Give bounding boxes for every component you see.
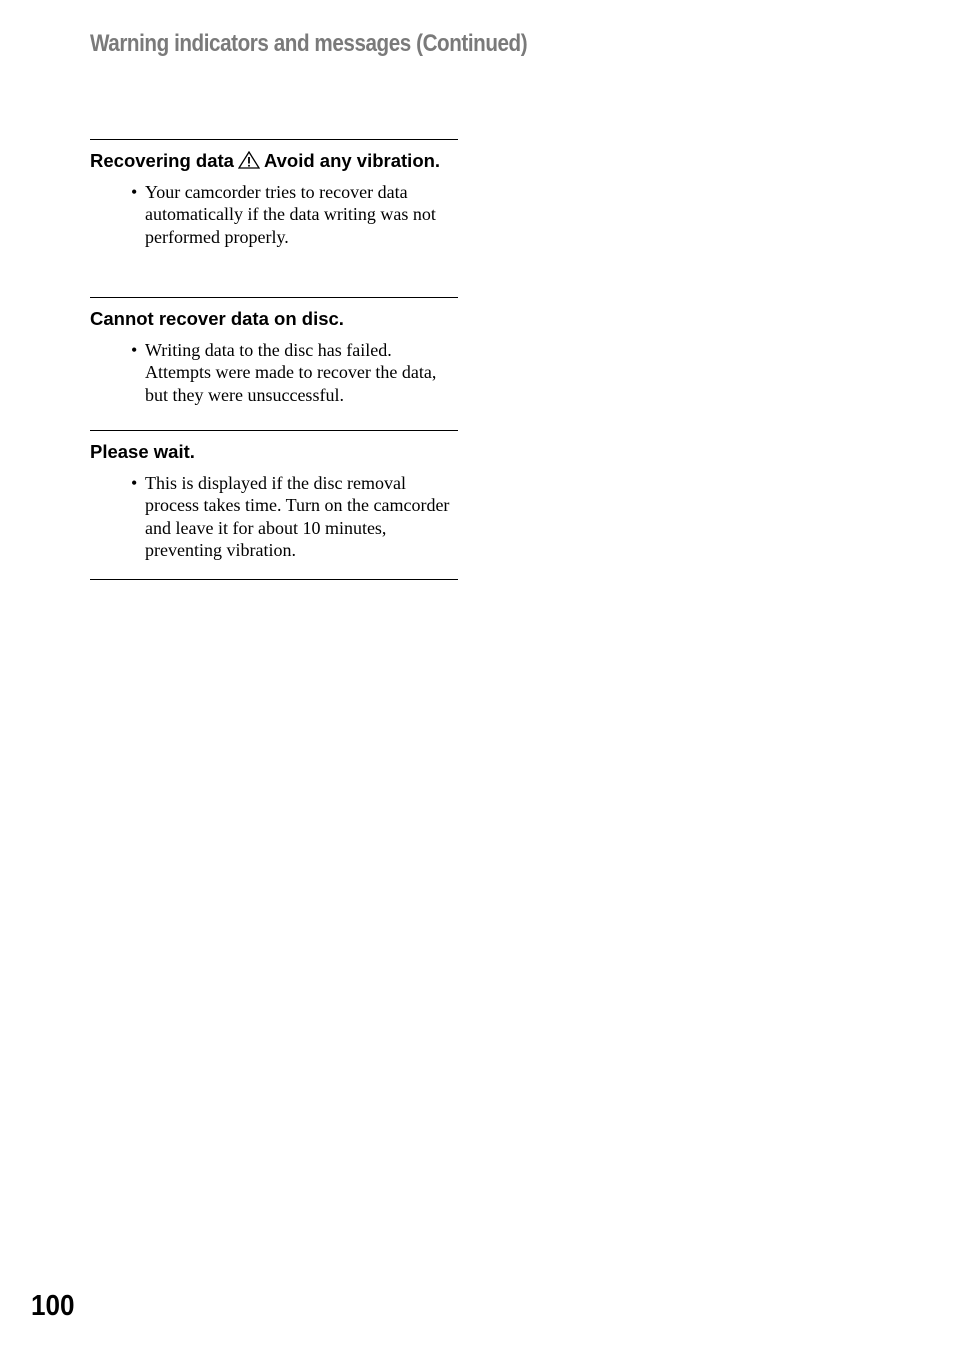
list-item: • This is displayed if the disc removal process takes time. Turn on the camcorder and leave it for about 10 minutes, preventing vibration. xyxy=(131,473,450,560)
message-list xyxy=(90,139,458,580)
message-bullet-list xyxy=(90,339,458,406)
page-header xyxy=(90,30,527,58)
message-entry-cannot-recover xyxy=(90,297,458,430)
bullet: • xyxy=(131,340,138,360)
page-number: 100 xyxy=(31,1290,75,1322)
message-entry-please-wait xyxy=(90,430,458,579)
message-title: Please wait. xyxy=(90,441,195,462)
bullet: • xyxy=(131,473,138,493)
message-title: Recovering data Avoid any vibration. xyxy=(90,150,441,171)
message-entry-recovering-data xyxy=(90,139,458,297)
warning-triangle-icon xyxy=(238,151,260,169)
page-title: Warning indicators and messages (Continued) xyxy=(90,30,528,57)
divider xyxy=(90,579,458,580)
bullet: • xyxy=(131,182,138,202)
message-bullet-list xyxy=(90,472,458,561)
message-bullet-list xyxy=(90,181,458,248)
message-title: Cannot recover data on disc. xyxy=(90,308,344,329)
list-item: • Writing data to the disc has failed. Attempts were made to recover the data, but they were unsuccessful. xyxy=(131,340,437,405)
list-item: • Your camcorder tries to recover data automatically if the data writing was not performed properly. xyxy=(131,182,436,247)
